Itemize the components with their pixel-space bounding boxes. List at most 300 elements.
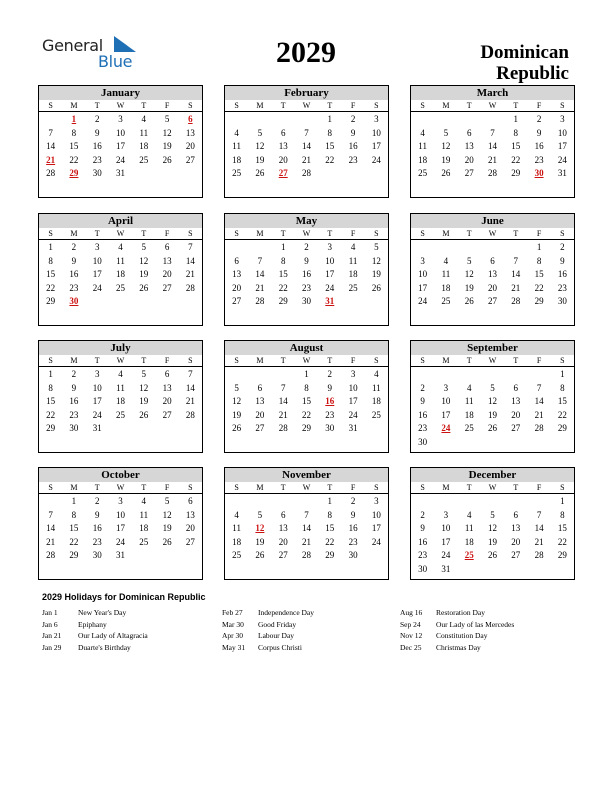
day-cell: 2: [420, 509, 425, 520]
day-blank: [248, 495, 271, 509]
day-cell: 25: [232, 168, 242, 179]
holiday-row: [400, 630, 514, 642]
holiday-row: [42, 630, 148, 642]
weekday-label: W: [488, 101, 497, 110]
day-blank: [272, 368, 295, 382]
day-cell: 9: [71, 255, 77, 266]
day-cell: 6: [188, 496, 193, 506]
day-cell: 1: [304, 369, 309, 379]
day-cell: 30: [325, 423, 335, 434]
day-cell: 10: [92, 382, 102, 393]
day-blank: [458, 495, 481, 509]
day-blank: [458, 241, 481, 255]
holidays-title: 2029 Holidays for Dominican Republic: [42, 592, 206, 602]
day-grid: [225, 113, 388, 181]
weekday-label: S: [188, 356, 193, 365]
day-cell: 17: [325, 269, 335, 280]
day-cell: 1: [48, 369, 53, 379]
weekday-header: [39, 228, 202, 240]
day-cell: 22: [278, 282, 288, 293]
day-cell: 16: [69, 396, 79, 407]
day-cell: 5: [490, 382, 495, 393]
logo-text-blue: Blue: [98, 52, 133, 71]
weekday-label: T: [466, 229, 472, 238]
day-cell: 11: [116, 255, 125, 266]
weekday-label: W: [116, 229, 125, 238]
day-cell: 16: [92, 523, 102, 534]
day-cell: 22: [69, 154, 79, 165]
day-cell: 15: [46, 269, 56, 280]
day-cell: 8: [304, 382, 309, 393]
day-blank: [248, 113, 271, 127]
day-cell: 3: [94, 369, 100, 379]
weekday-label: S: [234, 483, 239, 492]
day-cell: 26: [162, 154, 172, 165]
weekday-label: T: [141, 356, 147, 365]
day-cell: 6: [513, 382, 519, 393]
day-cell: 28: [534, 550, 544, 561]
day-cell: 11: [139, 127, 149, 138]
holiday-row: [42, 619, 148, 631]
day-cell: 15: [69, 141, 79, 152]
day-blank: [481, 113, 504, 127]
weekday-label: W: [302, 101, 311, 110]
day-cell: 15: [557, 523, 567, 534]
day-cell-holiday: 30: [69, 296, 79, 307]
day-cell: 28: [301, 168, 311, 179]
day-cell: 16: [348, 523, 358, 534]
day-cell: 7: [490, 127, 495, 138]
day-cell: 26: [464, 296, 474, 307]
day-cell: 22: [46, 409, 56, 420]
day-cell: 14: [301, 523, 311, 534]
day-cell: 7: [536, 382, 542, 393]
day-cell: 13: [185, 127, 195, 138]
day-cell: 5: [443, 127, 449, 138]
weekday-label: T: [327, 356, 333, 365]
day-cell: 29: [69, 550, 79, 561]
day-cell: 3: [350, 369, 356, 379]
logo-text-general: General: [42, 36, 103, 55]
day-cell: 10: [418, 269, 428, 280]
country-name: [480, 42, 569, 84]
day-cell: 27: [255, 423, 265, 434]
day-blank: [272, 495, 295, 509]
weekday-label: S: [374, 356, 379, 365]
weekday-header: [225, 228, 388, 240]
day-cell: 22: [534, 282, 544, 293]
weekday-header: [39, 100, 202, 112]
holiday-name: Christmas Day: [436, 642, 481, 652]
day-cell: 6: [280, 127, 286, 138]
weekday-label: S: [234, 101, 239, 110]
day-cell: 16: [301, 269, 311, 280]
day-cell: 13: [232, 269, 242, 280]
day-cell: 4: [118, 369, 123, 379]
day-cell-holiday: 1: [71, 114, 77, 124]
day-cell: 4: [141, 114, 147, 124]
day-cell: 20: [464, 154, 474, 165]
day-cell: 4: [234, 509, 239, 520]
day-blank: [272, 113, 295, 127]
day-cell: 25: [441, 296, 451, 307]
weekday-label: M: [256, 356, 264, 365]
day-cell: 29: [534, 296, 544, 307]
weekday-label: T: [141, 483, 147, 492]
day-cell: 23: [69, 409, 79, 420]
day-cell: 23: [348, 154, 358, 165]
weekday-label: T: [280, 101, 286, 110]
day-cell: 19: [255, 536, 265, 547]
day-cell: 9: [560, 255, 565, 266]
month-name: January: [39, 86, 202, 100]
day-cell: 16: [418, 409, 428, 420]
day-cell: 13: [185, 509, 195, 520]
day-cell: 14: [534, 523, 544, 534]
day-cell: 22: [69, 536, 79, 547]
day-cell: 19: [232, 409, 242, 420]
day-cell: 28: [534, 423, 544, 434]
day-cell: 2: [304, 242, 309, 252]
day-cell: 2: [420, 382, 425, 393]
day-cell: 15: [325, 523, 335, 534]
holiday-date: Feb 27: [222, 608, 243, 617]
holiday-column: [222, 607, 314, 653]
day-cell: 8: [71, 509, 77, 520]
day-grid: [39, 368, 202, 436]
weekday-label: F: [536, 483, 542, 492]
day-cell: 15: [534, 269, 544, 280]
weekday-label: F: [350, 483, 356, 492]
day-cell: 19: [464, 282, 474, 293]
day-cell: 10: [557, 127, 567, 138]
day-cell: 2: [350, 496, 356, 506]
day-cell: 4: [466, 382, 472, 393]
holiday-name: Restoration Day: [436, 608, 485, 617]
day-blank: [458, 113, 481, 127]
day-cell: 29: [557, 550, 567, 561]
day-cell: 2: [350, 114, 356, 124]
day-cell: 8: [280, 255, 286, 266]
day-blank: [504, 241, 527, 255]
weekday-label: S: [188, 483, 193, 492]
weekday-label: S: [48, 356, 53, 365]
day-blank: [527, 495, 550, 509]
day-cell: 10: [92, 255, 102, 266]
weekday-header: [225, 355, 388, 367]
day-cell: 10: [348, 382, 358, 393]
day-cell: 15: [278, 269, 288, 280]
weekday-label: T: [327, 483, 333, 492]
weekday-label: S: [234, 229, 239, 238]
day-cell: 24: [371, 536, 381, 547]
day-cell-holiday: 27: [278, 168, 288, 179]
day-cell: 22: [325, 536, 335, 547]
day-cell: 13: [511, 396, 521, 407]
day-cell: 3: [560, 114, 565, 124]
day-cell: 11: [348, 255, 358, 266]
day-cell: 24: [325, 282, 335, 293]
day-cell: 13: [464, 141, 474, 152]
day-cell: 27: [464, 168, 474, 179]
day-cell-holiday: 6: [188, 114, 193, 124]
day-cell: 18: [139, 141, 149, 152]
holiday-name: Duarte's Birthday: [78, 642, 131, 652]
day-cell: 11: [232, 523, 241, 534]
day-cell: 11: [418, 141, 427, 152]
day-cell: 17: [115, 141, 125, 152]
weekday-label: S: [560, 483, 565, 492]
day-cell: 18: [464, 409, 474, 420]
day-cell: 31: [557, 168, 567, 179]
day-cell: 17: [348, 396, 358, 407]
day-cell: 3: [443, 509, 449, 520]
day-cell: 17: [557, 141, 567, 152]
day-cell: 21: [301, 536, 311, 547]
day-cell: 21: [301, 154, 311, 165]
day-cell: 28: [278, 423, 288, 434]
day-cell: 18: [418, 154, 428, 165]
day-cell: 5: [490, 509, 495, 520]
day-cell: 6: [280, 509, 286, 520]
day-cell: 18: [371, 396, 381, 407]
day-cell: 9: [350, 509, 356, 520]
day-cell: 8: [560, 382, 565, 393]
weekday-label: M: [256, 101, 264, 110]
day-blank: [39, 113, 62, 127]
day-cell: 13: [255, 396, 265, 407]
weekday-label: F: [536, 356, 542, 365]
weekday-label: T: [280, 356, 286, 365]
day-cell: 14: [185, 255, 195, 266]
holiday-row: [42, 642, 148, 654]
day-cell: 5: [141, 369, 147, 379]
day-cell: 19: [162, 523, 172, 534]
weekday-header: [411, 100, 574, 112]
day-cell: 13: [162, 382, 172, 393]
day-cell: 12: [139, 255, 149, 266]
day-cell: 18: [232, 154, 242, 165]
month-name: July: [39, 341, 202, 355]
day-cell: 6: [164, 369, 170, 379]
day-cell: 16: [348, 141, 358, 152]
day-cell: 24: [92, 282, 102, 293]
day-cell: 15: [301, 396, 311, 407]
day-cell: 4: [141, 496, 147, 506]
day-cell: 7: [188, 242, 193, 252]
month-name: February: [225, 86, 388, 100]
weekday-header: [411, 228, 574, 240]
weekday-label: T: [94, 101, 100, 110]
weekday-label: T: [513, 483, 519, 492]
weekday-header: [411, 482, 574, 494]
weekday-label: M: [256, 483, 264, 492]
day-cell: 9: [350, 127, 356, 138]
day-cell: 11: [464, 396, 474, 407]
day-cell: 21: [255, 282, 265, 293]
weekday-header: [225, 482, 388, 494]
day-cell: 29: [511, 168, 521, 179]
day-cell: 12: [139, 382, 149, 393]
day-blank: [481, 368, 504, 382]
day-cell: 7: [280, 382, 286, 393]
day-blank: [504, 368, 527, 382]
day-blank: [295, 495, 318, 509]
holiday-name: Constitution Day: [436, 631, 488, 640]
page-title-year: 2029: [276, 36, 336, 69]
month-april: [38, 213, 203, 326]
holiday-name: Our Lady of las Mercedes: [436, 619, 515, 629]
day-cell-holiday: 29: [69, 168, 79, 179]
day-cell: 4: [443, 255, 449, 266]
day-cell: 4: [234, 127, 239, 138]
day-cell: 19: [255, 154, 265, 165]
day-blank: [481, 495, 504, 509]
day-cell: 17: [371, 141, 381, 152]
holiday-row: [400, 607, 514, 619]
day-cell: 20: [511, 536, 521, 547]
day-blank: [39, 495, 62, 509]
day-cell: 11: [464, 523, 474, 534]
holiday-name: Our Lady of Altagracia: [78, 631, 148, 640]
weekday-label: M: [256, 229, 264, 238]
month-november: [224, 467, 389, 580]
day-cell: 30: [348, 550, 358, 561]
day-cell: 1: [327, 114, 333, 124]
day-cell: 14: [46, 141, 56, 152]
weekday-label: T: [94, 229, 100, 238]
holiday-date: Dec 25: [400, 642, 422, 652]
day-cell: 17: [92, 396, 102, 407]
day-cell: 10: [371, 509, 381, 520]
day-cell: 28: [185, 409, 195, 420]
day-cell: 12: [162, 127, 172, 138]
day-cell: 8: [48, 382, 53, 393]
day-grid: [411, 368, 574, 450]
day-cell: 24: [557, 154, 567, 165]
month-february: [224, 85, 389, 198]
day-cell: 3: [443, 382, 449, 393]
holiday-date: Jan 6: [42, 619, 58, 629]
day-cell: 28: [511, 296, 521, 307]
day-cell: 15: [69, 523, 79, 534]
month-name: April: [39, 214, 202, 228]
weekday-label: T: [513, 356, 519, 365]
day-grid: [225, 495, 388, 563]
day-cell: 11: [441, 269, 451, 280]
day-cell: 26: [139, 409, 149, 420]
day-blank: [295, 113, 318, 127]
month-name: May: [225, 214, 388, 228]
day-cell: 10: [115, 127, 125, 138]
day-blank: [434, 368, 457, 382]
day-cell: 7: [188, 369, 193, 379]
holiday-date: Jan 29: [42, 642, 62, 652]
day-cell: 9: [304, 255, 309, 266]
holiday-name: Labour Day: [258, 631, 295, 640]
day-cell: 31: [115, 168, 125, 179]
weekday-label: S: [48, 229, 53, 238]
weekday-label: W: [488, 356, 497, 365]
day-cell: 22: [46, 282, 56, 293]
day-cell: 25: [139, 154, 149, 165]
day-cell: 16: [92, 141, 102, 152]
weekday-label: T: [513, 101, 519, 110]
weekday-label: T: [280, 483, 286, 492]
weekday-label: M: [70, 483, 78, 492]
month-name: June: [411, 214, 574, 228]
day-cell: 16: [557, 269, 567, 280]
day-cell: 26: [255, 168, 265, 179]
weekday-label: F: [164, 483, 170, 492]
day-blank: [225, 113, 248, 127]
day-cell: 6: [513, 509, 519, 520]
day-cell: 4: [466, 509, 472, 520]
day-cell: 5: [374, 242, 379, 252]
day-cell: 19: [139, 396, 149, 407]
day-cell: 20: [232, 282, 242, 293]
day-cell: 5: [234, 382, 239, 393]
day-cell: 18: [139, 523, 149, 534]
weekday-label: W: [116, 356, 125, 365]
month-name: October: [39, 468, 202, 482]
day-cell: 8: [327, 509, 333, 520]
day-cell: 27: [511, 423, 521, 434]
month-september: [410, 340, 575, 453]
day-cell-holiday: 21: [46, 154, 56, 165]
day-blank: [248, 368, 271, 382]
day-cell: 9: [94, 127, 100, 138]
day-cell: 2: [536, 114, 542, 124]
day-cell: 29: [278, 296, 288, 307]
day-cell: 26: [162, 536, 172, 547]
weekday-label: W: [116, 101, 125, 110]
day-cell: 18: [441, 282, 451, 293]
day-cell: 8: [327, 127, 333, 138]
day-cell: 20: [278, 154, 288, 165]
day-cell: 25: [464, 423, 474, 434]
weekday-label: S: [374, 229, 379, 238]
day-cell: 1: [327, 496, 333, 506]
day-cell: 6: [466, 127, 472, 138]
day-cell: 28: [255, 296, 265, 307]
month-december: [410, 467, 575, 580]
day-cell: 5: [164, 114, 170, 124]
day-cell: 27: [185, 154, 195, 165]
weekday-label: W: [302, 229, 311, 238]
day-cell: 23: [92, 536, 102, 547]
day-cell: 11: [139, 509, 149, 520]
day-cell: 1: [560, 496, 565, 506]
day-cell: 20: [185, 523, 195, 534]
day-cell: 21: [511, 282, 521, 293]
weekday-label: T: [327, 229, 333, 238]
day-blank: [458, 368, 481, 382]
weekday-label: S: [48, 483, 53, 492]
month-june: [410, 213, 575, 326]
day-cell: 17: [115, 523, 125, 534]
day-cell: 26: [487, 423, 497, 434]
day-cell: 12: [464, 269, 474, 280]
day-cell: 21: [278, 409, 288, 420]
day-cell: 20: [255, 409, 265, 420]
day-blank: [225, 241, 248, 255]
weekday-label: M: [442, 229, 450, 238]
day-cell: 5: [141, 242, 147, 252]
day-grid: [225, 368, 388, 436]
month-october: [38, 467, 203, 580]
holiday-row: [222, 642, 314, 654]
